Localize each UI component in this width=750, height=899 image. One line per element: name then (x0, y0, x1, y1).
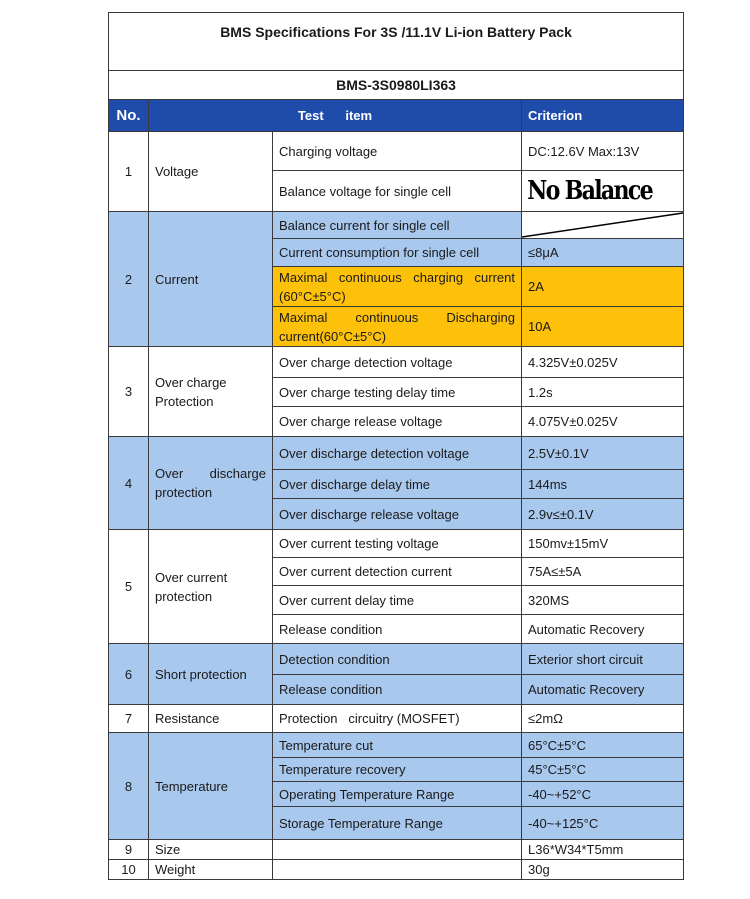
table-row (109, 347, 684, 378)
table-row (109, 212, 684, 239)
table-row (109, 860, 684, 880)
item-value: 10A (522, 307, 684, 347)
row-number: 9 (109, 840, 149, 860)
item-label: Temperature recovery (273, 758, 522, 782)
row-category: Voltage (149, 132, 273, 212)
row-category: Over current protection (149, 530, 273, 644)
row-category: Resistance (149, 705, 273, 733)
item-label: Over current delay time (273, 586, 522, 615)
item-label: Charging voltage (273, 132, 522, 171)
item-label: Balance current for single cell (273, 212, 522, 239)
item-value: 4.325V±0.025V (522, 347, 684, 378)
item-label: Over discharge delay time (273, 470, 522, 499)
header-test-item: Test item (149, 100, 522, 132)
item-value: ≤2mΩ (522, 705, 684, 733)
table-header-row (109, 100, 684, 132)
no-balance-stamp (522, 171, 684, 212)
row-number: 5 (109, 530, 149, 644)
item-value: Exterior short circuit (522, 644, 684, 675)
item-label-empty (273, 840, 522, 860)
item-label: Release condition (273, 615, 522, 644)
header-criterion: Criterion (522, 100, 684, 132)
item-value: 30g (522, 860, 684, 880)
row-number: 3 (109, 347, 149, 437)
item-value: 65°C±5°C (522, 733, 684, 758)
spec-table (108, 12, 684, 880)
item-label: Storage Temperature Range (273, 807, 522, 840)
spec-sheet (108, 12, 683, 880)
row-category: Current (149, 212, 273, 347)
item-label: Over charge detection voltage (273, 347, 522, 378)
item-value: 320MS (522, 586, 684, 615)
row-number: 6 (109, 644, 149, 705)
model-number: BMS-3S0980LI363 (109, 71, 684, 100)
item-value: L36*W34*T5mm (522, 840, 684, 860)
row-number: 1 (109, 132, 149, 212)
item-value: ≤8μA (522, 239, 684, 267)
item-label: Over current testing voltage (273, 530, 522, 558)
item-label: Over discharge detection voltage (273, 437, 522, 470)
item-label: Over discharge release voltage (273, 499, 522, 530)
item-value: Automatic Recovery (522, 675, 684, 705)
item-label: Balance voltage for single cell (273, 171, 522, 212)
table-row (109, 733, 684, 758)
item-label: Over charge testing delay time (273, 378, 522, 407)
row-category: Short protection (149, 644, 273, 705)
table-row (109, 840, 684, 860)
item-label: Over charge release voltage (273, 407, 522, 437)
row-category: Over charge Protection (149, 347, 273, 437)
item-value: Automatic Recovery (522, 615, 684, 644)
item-value: 45°C±5°C (522, 758, 684, 782)
item-label: Maximal continuous Discharging current(60°C±5°C) (273, 307, 522, 347)
item-value-empty (522, 212, 684, 239)
item-label: Maximal continuous charging current (60°C±5°C) (273, 267, 522, 307)
item-value: -40~+52°C (522, 782, 684, 807)
item-value: DC:12.6V Max:13V (522, 132, 684, 171)
row-category: Weight (149, 860, 273, 880)
table-row (109, 530, 684, 558)
row-number: 7 (109, 705, 149, 733)
item-label: Current consumption for single cell (273, 239, 522, 267)
row-category: Temperature (149, 733, 273, 840)
item-value: 2A (522, 267, 684, 307)
item-label: Detection condition (273, 644, 522, 675)
row-number: 4 (109, 437, 149, 530)
no-balance-text: No Balance (527, 175, 653, 206)
table-row (109, 132, 684, 171)
item-label: Protection circuitry (MOSFET) (273, 705, 522, 733)
item-value: 75A≤±5A (522, 558, 684, 586)
row-category: Over discharge protection (149, 437, 273, 530)
row-number: 8 (109, 733, 149, 840)
row-number: 2 (109, 212, 149, 347)
item-value: 2.9v≤±0.1V (522, 499, 684, 530)
row-number: 10 (109, 860, 149, 880)
item-value: 4.075V±0.025V (522, 407, 684, 437)
sheet-title: BMS Specifications For 3S /11.1V Li-ion Battery Pack (109, 13, 684, 71)
diagonal-slash-icon (522, 212, 683, 238)
item-label: Operating Temperature Range (273, 782, 522, 807)
table-row (109, 705, 684, 733)
item-label: Release condition (273, 675, 522, 705)
header-no: No. (109, 100, 149, 132)
item-label-empty (273, 860, 522, 880)
row-category: Size (149, 840, 273, 860)
item-value: 150mv±15mV (522, 530, 684, 558)
item-value: 1.2s (522, 378, 684, 407)
item-label: Temperature cut (273, 733, 522, 758)
table-row (109, 644, 684, 675)
item-value: -40~+125°C (522, 807, 684, 840)
item-value: 144ms (522, 470, 684, 499)
item-label: Over current detection current (273, 558, 522, 586)
item-value: 2.5V±0.1V (522, 437, 684, 470)
table-row (109, 437, 684, 470)
